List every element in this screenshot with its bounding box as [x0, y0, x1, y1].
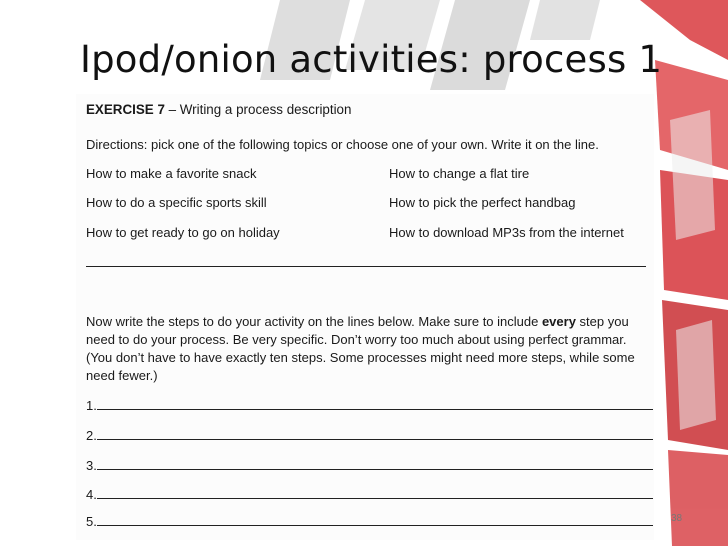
- step-line-3: [97, 469, 653, 470]
- instructions-line-3: (You don’t have to have exactly ten steps. Some processes might need more steps, while some: [86, 350, 635, 365]
- step-row-3: [86, 458, 653, 473]
- step-row-2: [86, 428, 653, 443]
- topic-right-2: How to pick the perfect handbag: [389, 195, 576, 210]
- instructions-line-4: need fewer.): [86, 368, 158, 383]
- instructions-every: every: [541, 314, 576, 329]
- exercise-heading: [86, 102, 351, 117]
- step-number-4: 4.: [86, 487, 97, 502]
- slide-title: Ipod/onion activities: process 1: [80, 38, 663, 81]
- instructions-line-2: need to do your process. Be very specific. Don’t worry too much about using perfect grammar.: [86, 332, 627, 347]
- step-line-4: [97, 498, 653, 499]
- instructions-line-1-start: Now write the steps to do your activity on the lines below. Make sure to include: [86, 314, 542, 329]
- topic-answer-line: [86, 266, 646, 267]
- exercise-label: EXERCISE 7: [86, 102, 165, 117]
- topic-right-3: How to download MP3s from the internet: [389, 225, 624, 240]
- step-row-5: [86, 514, 653, 529]
- topic-left-3: How to get ready to go on holiday: [86, 225, 280, 240]
- step-row-4: [86, 487, 653, 502]
- worksheet-image: [76, 94, 654, 540]
- directions-text: Directions: pick one of the following topics or choose one of your own. Write it on the line.: [86, 137, 599, 152]
- instructions-line-1-end: step you: [575, 314, 629, 329]
- step-number-5: 5.: [86, 514, 97, 529]
- step-line-2: [97, 439, 653, 440]
- step-number-2: 2.: [86, 428, 97, 443]
- step-row-1: [86, 398, 653, 413]
- instructions-line-1: [86, 314, 629, 329]
- topic-left-1: How to make a favorite snack: [86, 166, 257, 181]
- slide-number: 38: [671, 513, 683, 524]
- exercise-subtitle: – Writing a process description: [164, 102, 352, 117]
- step-number-3: 3.: [86, 458, 97, 473]
- step-line-5: [97, 525, 653, 526]
- topic-left-2: How to do a specific sports skill: [86, 195, 267, 210]
- step-number-1: 1.: [86, 398, 97, 413]
- topic-right-1: How to change a flat tire: [389, 166, 530, 181]
- step-line-1: [97, 409, 653, 410]
